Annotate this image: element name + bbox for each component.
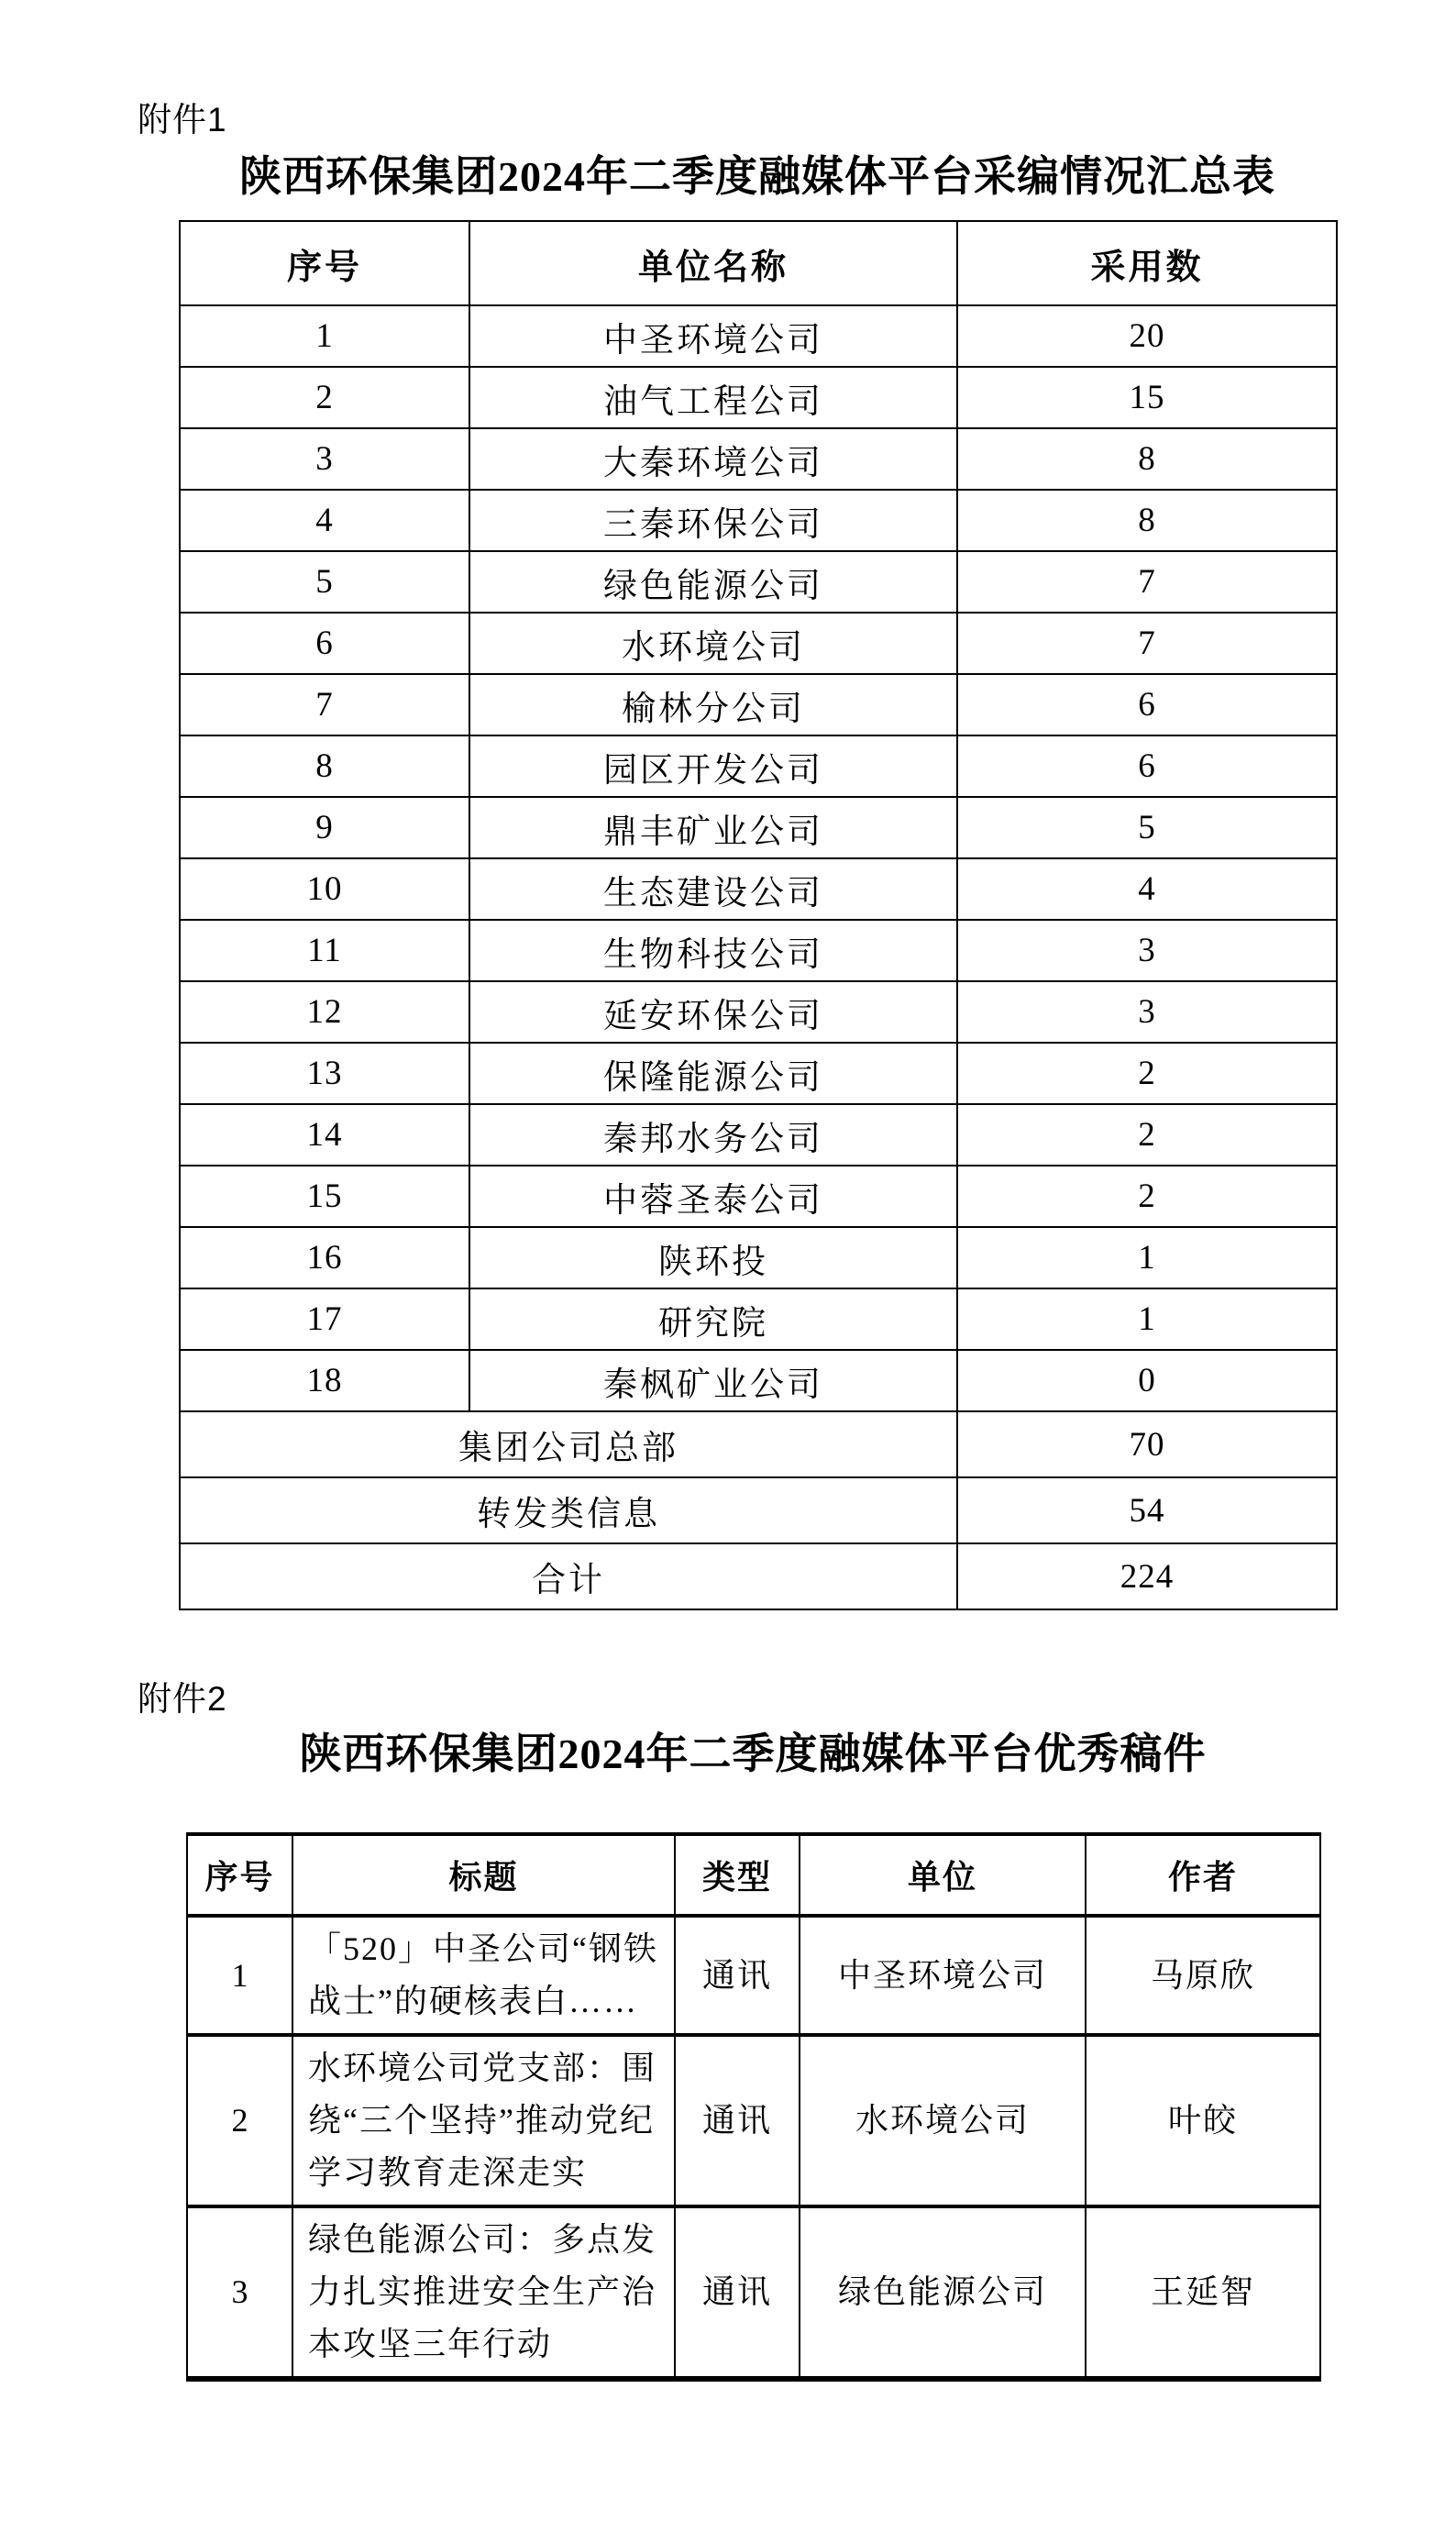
table-row (180, 613, 1337, 674)
cell-count: 5 (957, 797, 1337, 858)
cell-unit: 中蓉圣泰公司 (469, 1166, 957, 1227)
cell-count: 8 (957, 428, 1337, 490)
cell-no: 10 (180, 858, 469, 920)
cell-unit: 油气工程公司 (469, 367, 957, 428)
table-row (180, 920, 1337, 981)
cell-no: 5 (180, 551, 469, 613)
cell-no: 16 (180, 1227, 469, 1288)
cell-count: 1 (957, 1227, 1337, 1288)
cell-count: 3 (957, 920, 1337, 981)
cell-count: 3 (957, 981, 1337, 1043)
cell-unit: 秦邦水务公司 (469, 1104, 957, 1166)
table-row (180, 1288, 1337, 1350)
cell-author: 叶皎 (1086, 2035, 1320, 2206)
cell-unit: 研究院 (469, 1288, 957, 1350)
header-cell-no: 序号 (187, 1834, 292, 1916)
cell-unit: 园区开发公司 (469, 735, 957, 797)
cell-no: 9 (180, 797, 469, 858)
header-cell-no: 序号 (180, 221, 469, 305)
cell-count: 2 (957, 1166, 1337, 1227)
cell-no: 3 (180, 428, 469, 490)
header-cell-title: 标题 (292, 1834, 675, 1916)
cell-unit: 三秦环保公司 (469, 490, 957, 551)
attachment1-title: 陕西环保集团2024年二季度融媒体平台采编情况汇总表 (239, 153, 1275, 200)
cell-no: 11 (180, 920, 469, 981)
table-row (180, 981, 1337, 1043)
cell-unit: 水环境公司 (800, 2035, 1086, 2206)
cell-summary-label: 合计 (180, 1543, 957, 1609)
table-row (180, 735, 1337, 797)
cell-no: 4 (180, 490, 469, 551)
cell-no: 3 (187, 2206, 292, 2379)
cell-count: 15 (957, 367, 1337, 428)
header-cell-unit: 单位名称 (469, 221, 957, 305)
cell-unit: 秦枫矿业公司 (469, 1350, 957, 1411)
summary-row (180, 1543, 1337, 1609)
cell-count: 70 (957, 1411, 1337, 1477)
attachment1-label: 附件1 (138, 101, 227, 138)
cell-count: 6 (957, 735, 1337, 797)
cell-type: 通讯 (675, 2035, 800, 2206)
attachment2-label: 附件2 (138, 1680, 227, 1718)
table-row (180, 1227, 1337, 1288)
header-cell-author: 作者 (1086, 1834, 1320, 1916)
table-row (180, 1350, 1337, 1411)
table-row (187, 2035, 1320, 2206)
table-row (180, 674, 1337, 735)
cell-unit: 榆林分公司 (469, 674, 957, 735)
cell-type: 通讯 (675, 1916, 800, 2035)
cell-count: 7 (957, 613, 1337, 674)
header-cell-unit: 单位 (800, 1834, 1086, 1916)
cell-unit: 绿色能源公司 (800, 2206, 1086, 2379)
cell-unit: 水环境公司 (469, 613, 957, 674)
cell-unit: 延安环保公司 (469, 981, 957, 1043)
cell-count: 7 (957, 551, 1337, 613)
cell-no: 1 (180, 305, 469, 367)
table-row (180, 858, 1337, 920)
table-row (180, 428, 1337, 490)
cell-no: 12 (180, 981, 469, 1043)
cell-no: 2 (187, 2035, 292, 2206)
table-row (187, 2206, 1320, 2379)
summary-row (180, 1411, 1337, 1477)
cell-count: 8 (957, 490, 1337, 551)
cell-unit: 大秦环境公司 (469, 428, 957, 490)
cell-no: 13 (180, 1043, 469, 1104)
table-row (180, 1104, 1337, 1166)
cell-unit: 陕环投 (469, 1227, 957, 1288)
cell-count: 224 (957, 1543, 1337, 1609)
cell-type: 通讯 (675, 2206, 800, 2379)
cell-no: 6 (180, 613, 469, 674)
cell-unit: 生物科技公司 (469, 920, 957, 981)
cell-count: 1 (957, 1288, 1337, 1350)
cell-unit: 中圣环境公司 (469, 305, 957, 367)
header-cell-type: 类型 (675, 1834, 800, 1916)
table-row (180, 797, 1337, 858)
cell-count: 2 (957, 1043, 1337, 1104)
cell-no: 1 (187, 1916, 292, 2035)
table-row (180, 551, 1337, 613)
table-row (180, 367, 1337, 428)
cell-summary-label: 转发类信息 (180, 1477, 957, 1543)
cell-author: 王延智 (1086, 2206, 1320, 2379)
table-row (187, 1916, 1320, 2035)
cell-unit: 中圣环境公司 (800, 1916, 1086, 2035)
table-row (180, 490, 1337, 551)
media-adoption-summary-table (179, 220, 1338, 1610)
cell-no: 8 (180, 735, 469, 797)
cell-no: 2 (180, 367, 469, 428)
cell-unit: 生态建设公司 (469, 858, 957, 920)
table-header-row (187, 1834, 1320, 1916)
cell-unit: 绿色能源公司 (469, 551, 957, 613)
cell-count: 2 (957, 1104, 1337, 1166)
cell-summary-label: 集团公司总部 (180, 1411, 957, 1477)
cell-no: 7 (180, 674, 469, 735)
cell-unit: 保隆能源公司 (469, 1043, 957, 1104)
table-row (180, 305, 1337, 367)
cell-no: 18 (180, 1350, 469, 1411)
cell-count: 6 (957, 674, 1337, 735)
table-header-row (180, 221, 1337, 305)
cell-count: 20 (957, 305, 1337, 367)
cell-author: 马原欣 (1086, 1916, 1320, 2035)
table-row (180, 1166, 1337, 1227)
cell-title: 水环境公司党支部：围绕“三个坚持”推动党纪学习教育走深走实 (292, 2035, 675, 2206)
cell-no: 14 (180, 1104, 469, 1166)
cell-title: 「520」中圣公司“钢铁战士”的硬核表白…… (292, 1916, 675, 2035)
cell-unit: 鼎丰矿业公司 (469, 797, 957, 858)
header-cell-count: 采用数 (957, 221, 1337, 305)
cell-no: 15 (180, 1166, 469, 1227)
cell-count: 0 (957, 1350, 1337, 1411)
cell-no: 17 (180, 1288, 469, 1350)
table-row (180, 1043, 1337, 1104)
attachment2-title: 陕西环保集团2024年二季度融媒体平台优秀稿件 (299, 1730, 1207, 1777)
cell-title: 绿色能源公司：多点发力扎实推进安全生产治本攻坚三年行动 (292, 2206, 675, 2379)
excellent-articles-table (186, 1832, 1321, 2382)
cell-count: 54 (957, 1477, 1337, 1543)
summary-row (180, 1477, 1337, 1543)
cell-count: 4 (957, 858, 1337, 920)
